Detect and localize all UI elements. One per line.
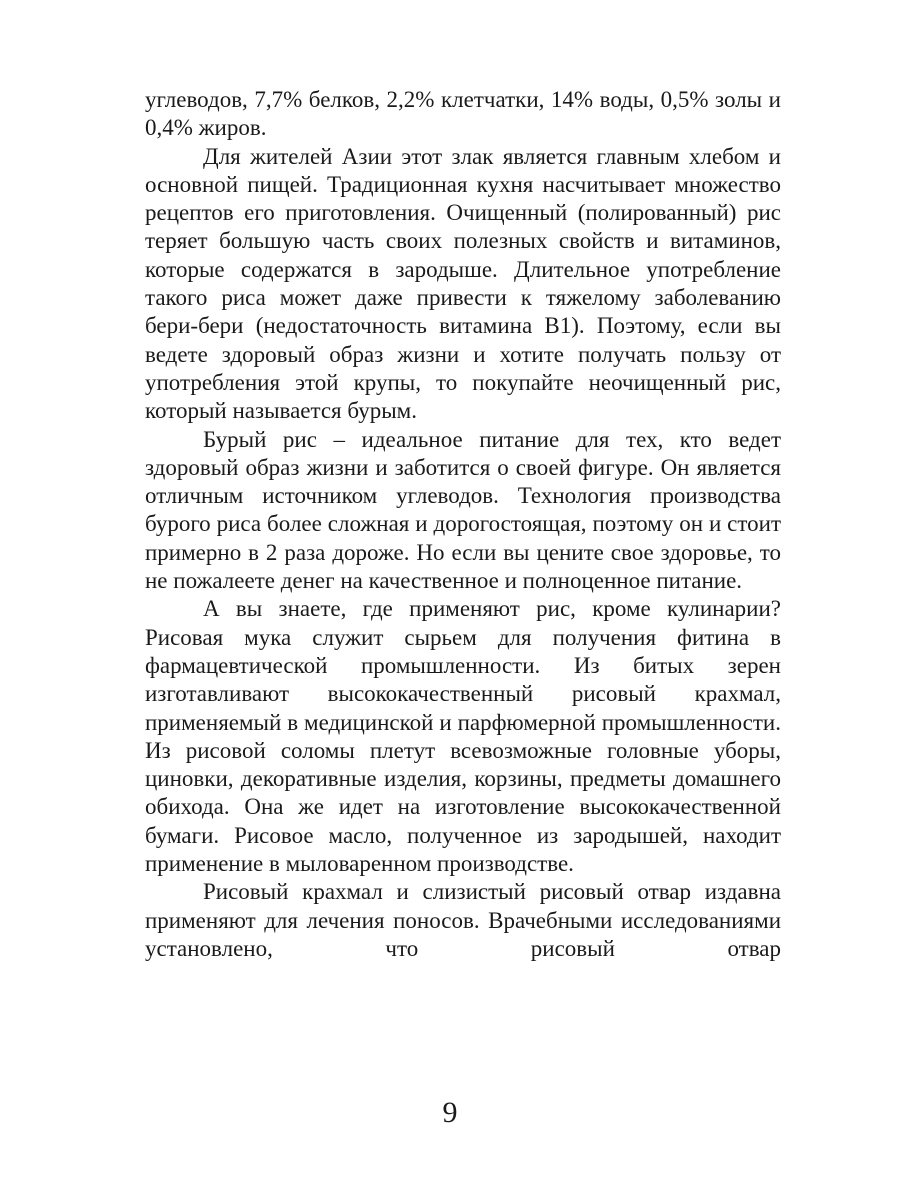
page-number: 9 [442, 1096, 458, 1129]
paragraph-rice-starch: Рисовый крахмал и слизистый рисовый отвар издавна применяют для лечения поносов. Врачебными исследованиями установлено, что рисовый отвар [145, 879, 781, 961]
paragraph-asia-staple: Для жителей Азии этот злак является главным хлебом и основной пищей. Традиционная кухня насчитывает множество рецептов его приготовления. Очищенный (полированный) рис теряет большую часть своих полезных свойств и витаминов, которые содержатся в зародыше. Длительное употребление такого риса может даже привести к тяжелому заболеванию бери-бери (недостаточность витамина В1). Поэтому, если вы ведете здоровый образ жизни и хотите получать пользу от употребления этой крупы, то покупайте неочищенный рис, который называется бурым. [145, 143, 781, 424]
page-body [145, 86, 781, 963]
paragraph-rice-uses: А вы знаете, где применяют рис, кроме кулинарии? Рисовая мука служит сырьем для получения фитина в фармацевтической промышленности. Из битых зерен изготавливают высококачественный рисовый крахмал, применяемый в медицинской и парфюмерной промышленности. Из рисовой соломы плетут всевозможные головные уборы, циновки, декоративные изделия, корзины, предметы домашнего обихода. Она же идет на изготовление высококачественной бумаги. Рисовое масло, полученное из зародышей, находит применение в мыловаренном производстве. [145, 596, 781, 877]
paragraph-continued: углеводов, 7,7% белков, 2,2% клетчатки, 14% воды, 0,5% золы и 0,4% жиров. [145, 87, 781, 141]
paragraph-brown-rice: Бурый рис – идеальное питание для тех, кто ведет здоровый образ жизни и заботится о своей фигуре. Он является отличным источником углеводов. Технология производства бурого риса более сложная и дорогостоящая, поэтому он и стоит примерно в 2 раза дороже. Но если вы цените свое здоровье, то не пожалеете денег на качественное и полноценное питание. [145, 426, 781, 594]
